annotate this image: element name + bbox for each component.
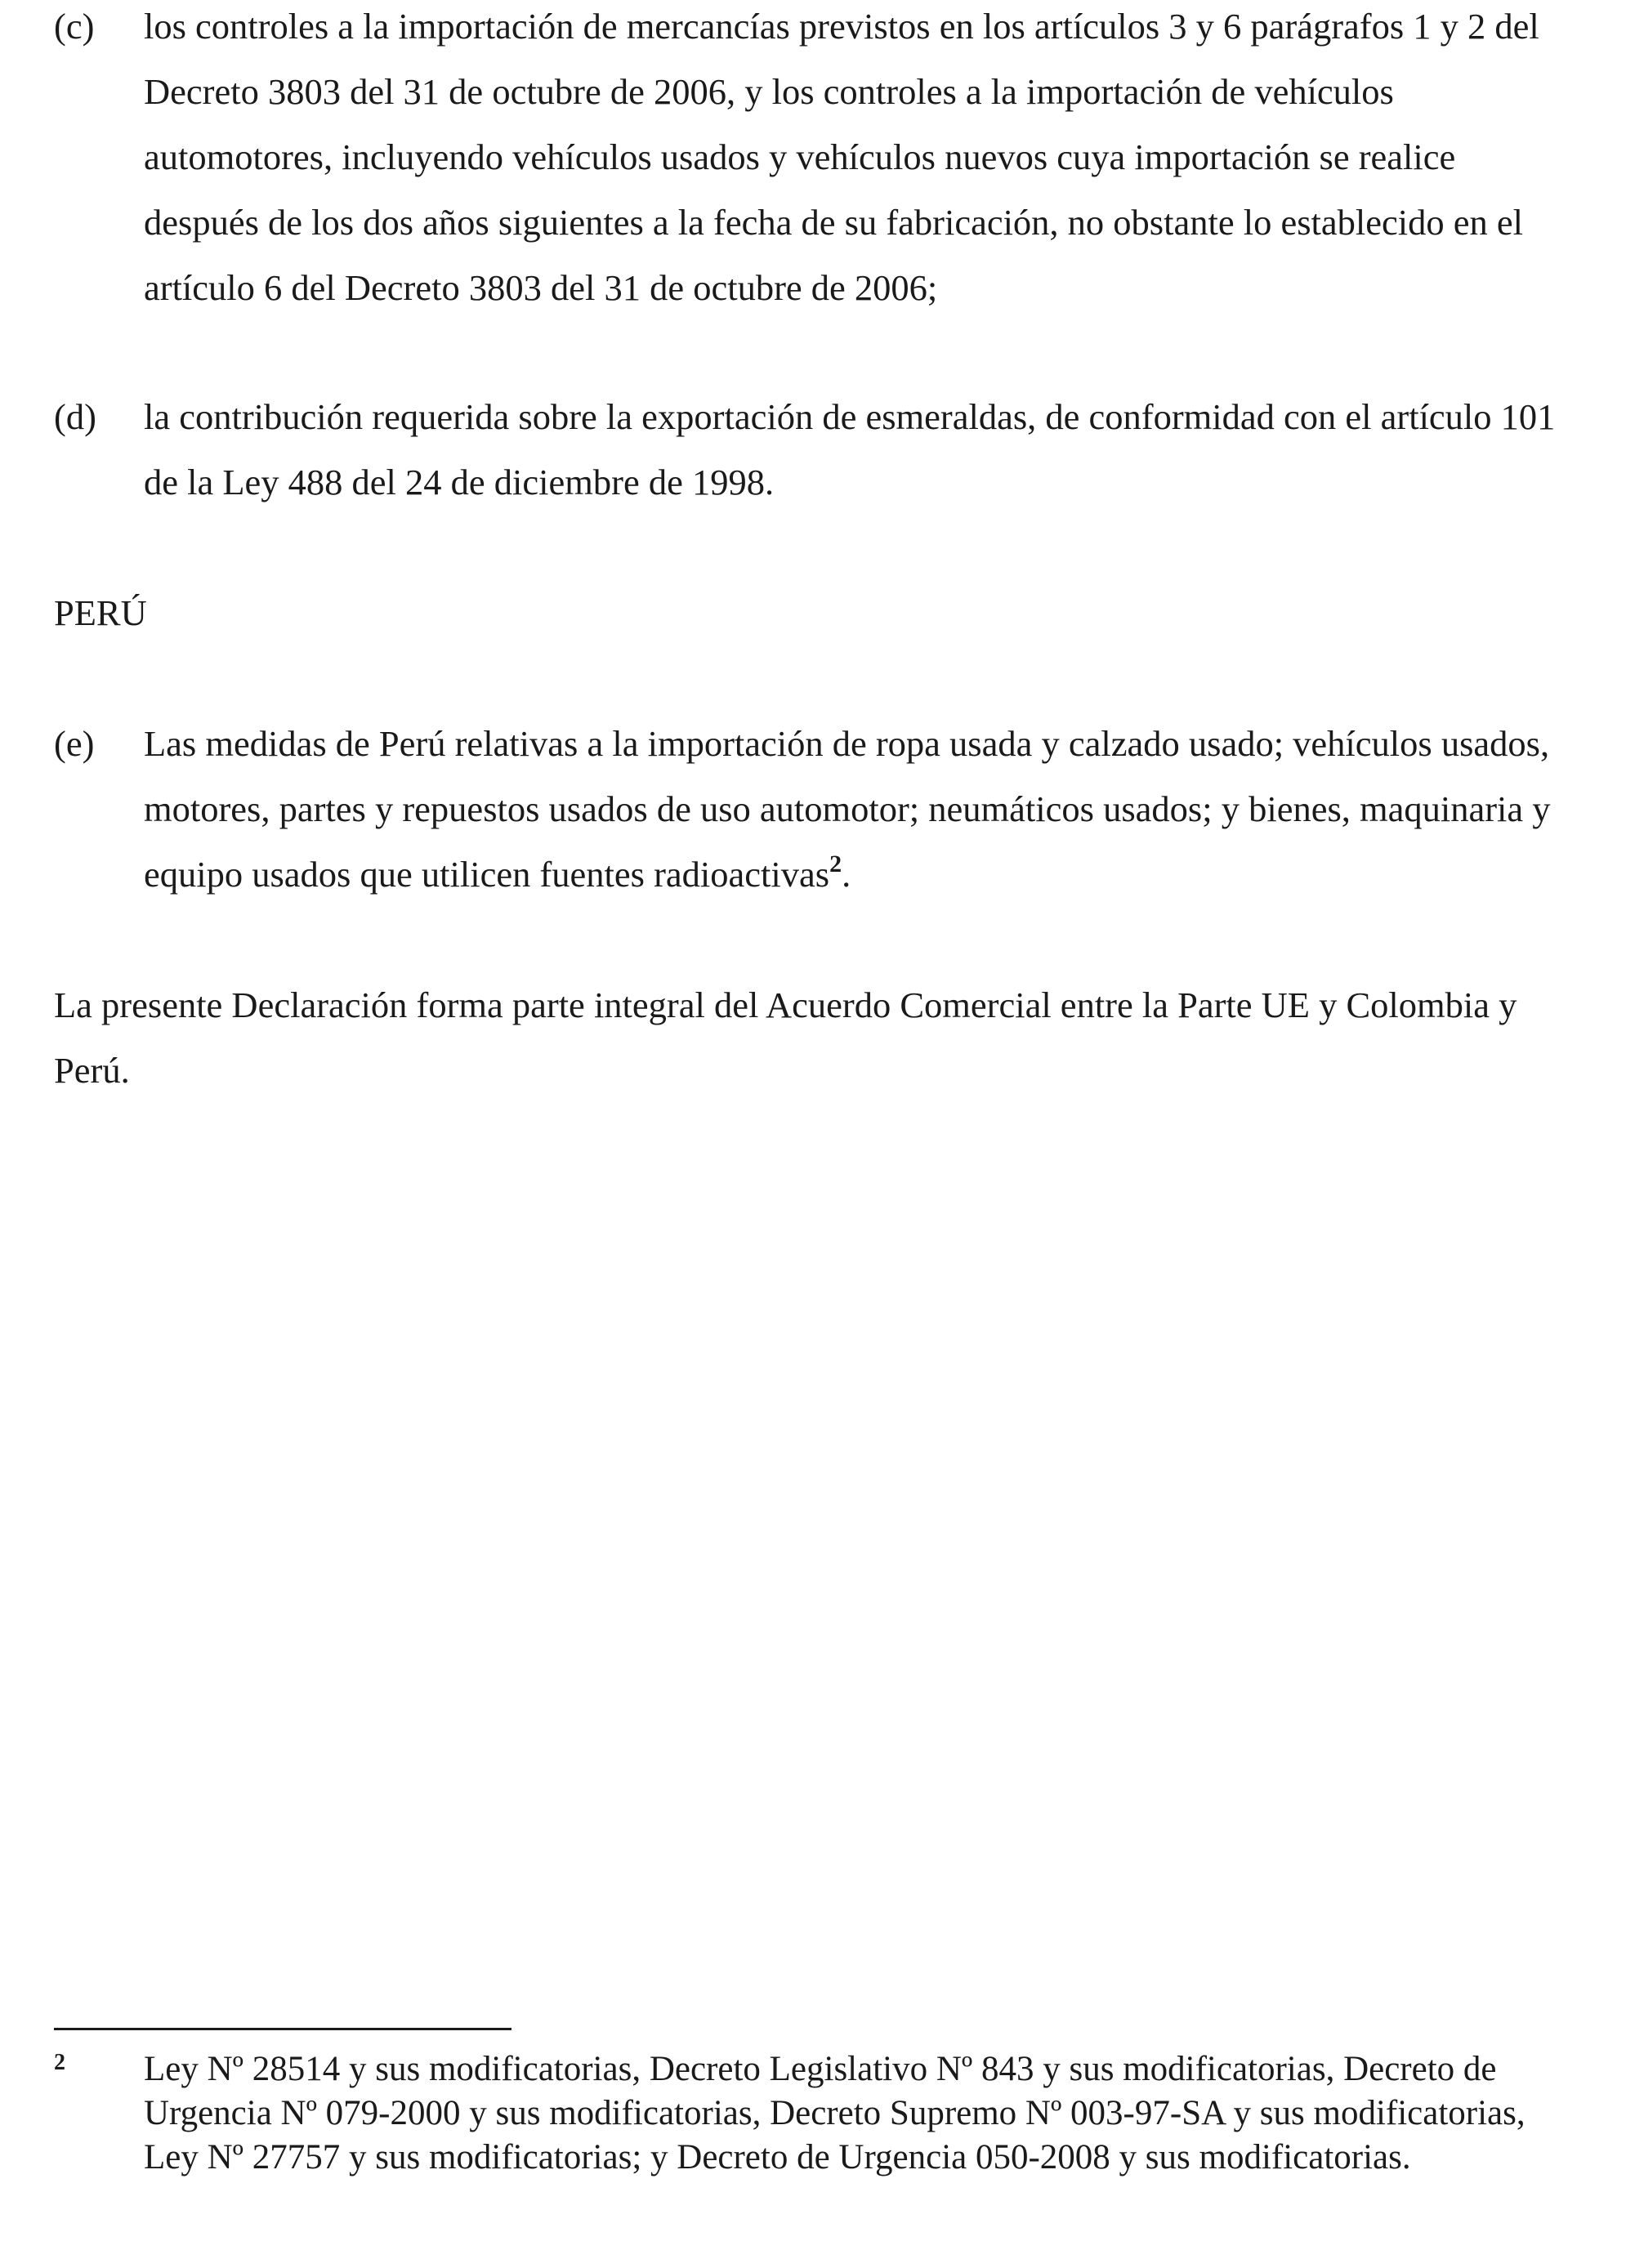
footnote-mark: 2 — [54, 2050, 65, 2075]
item-text: la contribución requerida sobre la exportación de esmeraldas, de conformidad con el artículo 101 de la Ley 488 del 24 de diciembre de 1998. — [144, 396, 1556, 502]
list-item-e — [54, 711, 1566, 907]
closing-paragraph: La presente Declaración forma parte integral del Acuerdo Comercial entre la Parte UE y Colombia y Perú. — [54, 984, 1517, 1091]
footnote — [54, 2047, 1582, 2180]
footnote-text: Ley Nº 28514 y sus modificatorias, Decreto Legislativo Nº 843 y sus modificatorias, Decreto de Urgencia Nº 079-2000 y sus modificatorias, Decreto Supremo Nº 003-97-SA y sus modificatorias, Ley Nº 27757 y sus modificatorias; y Decreto de Urgencia 050-2008 y sus modificatorias. — [144, 2050, 1525, 2176]
item-label: (d) — [54, 396, 96, 437]
footnote-reference[interactable]: 2 — [829, 850, 842, 877]
item-label: (c) — [54, 6, 95, 47]
item-text — [144, 711, 1566, 907]
footnote-separator — [54, 2028, 511, 2030]
item-text-end: . — [842, 854, 851, 895]
item-text-body: Las medidas de Perú relativas a la importación de ropa usada y calzado usado; vehículos usados, motores, partes y repuestos usados de uso automotor; neumáticos usados; y bienes, maquinaria y equipo usados que utilicen fuentes radioactivas — [144, 723, 1551, 895]
item-label: (e) — [54, 723, 95, 764]
item-text: los controles a la importación de mercancías previstos en los artículos 3 y 6 parágrafos 1 y 2 del Decreto 3803 del 31 de octubre de 2006, y los controles a la importación de vehículos automotores, incluyendo vehículos usados y vehículos nuevos cuya importación se realice después de los dos años siguientes a la fecha de su fabricación, no obstante lo establecido en el artículo 6 del Decreto 3803 del 31 de octubre de 2006; — [144, 6, 1539, 308]
section-heading: PERÚ — [54, 592, 147, 633]
list-item-c — [54, 0, 1566, 320]
list-item-d — [54, 384, 1566, 515]
